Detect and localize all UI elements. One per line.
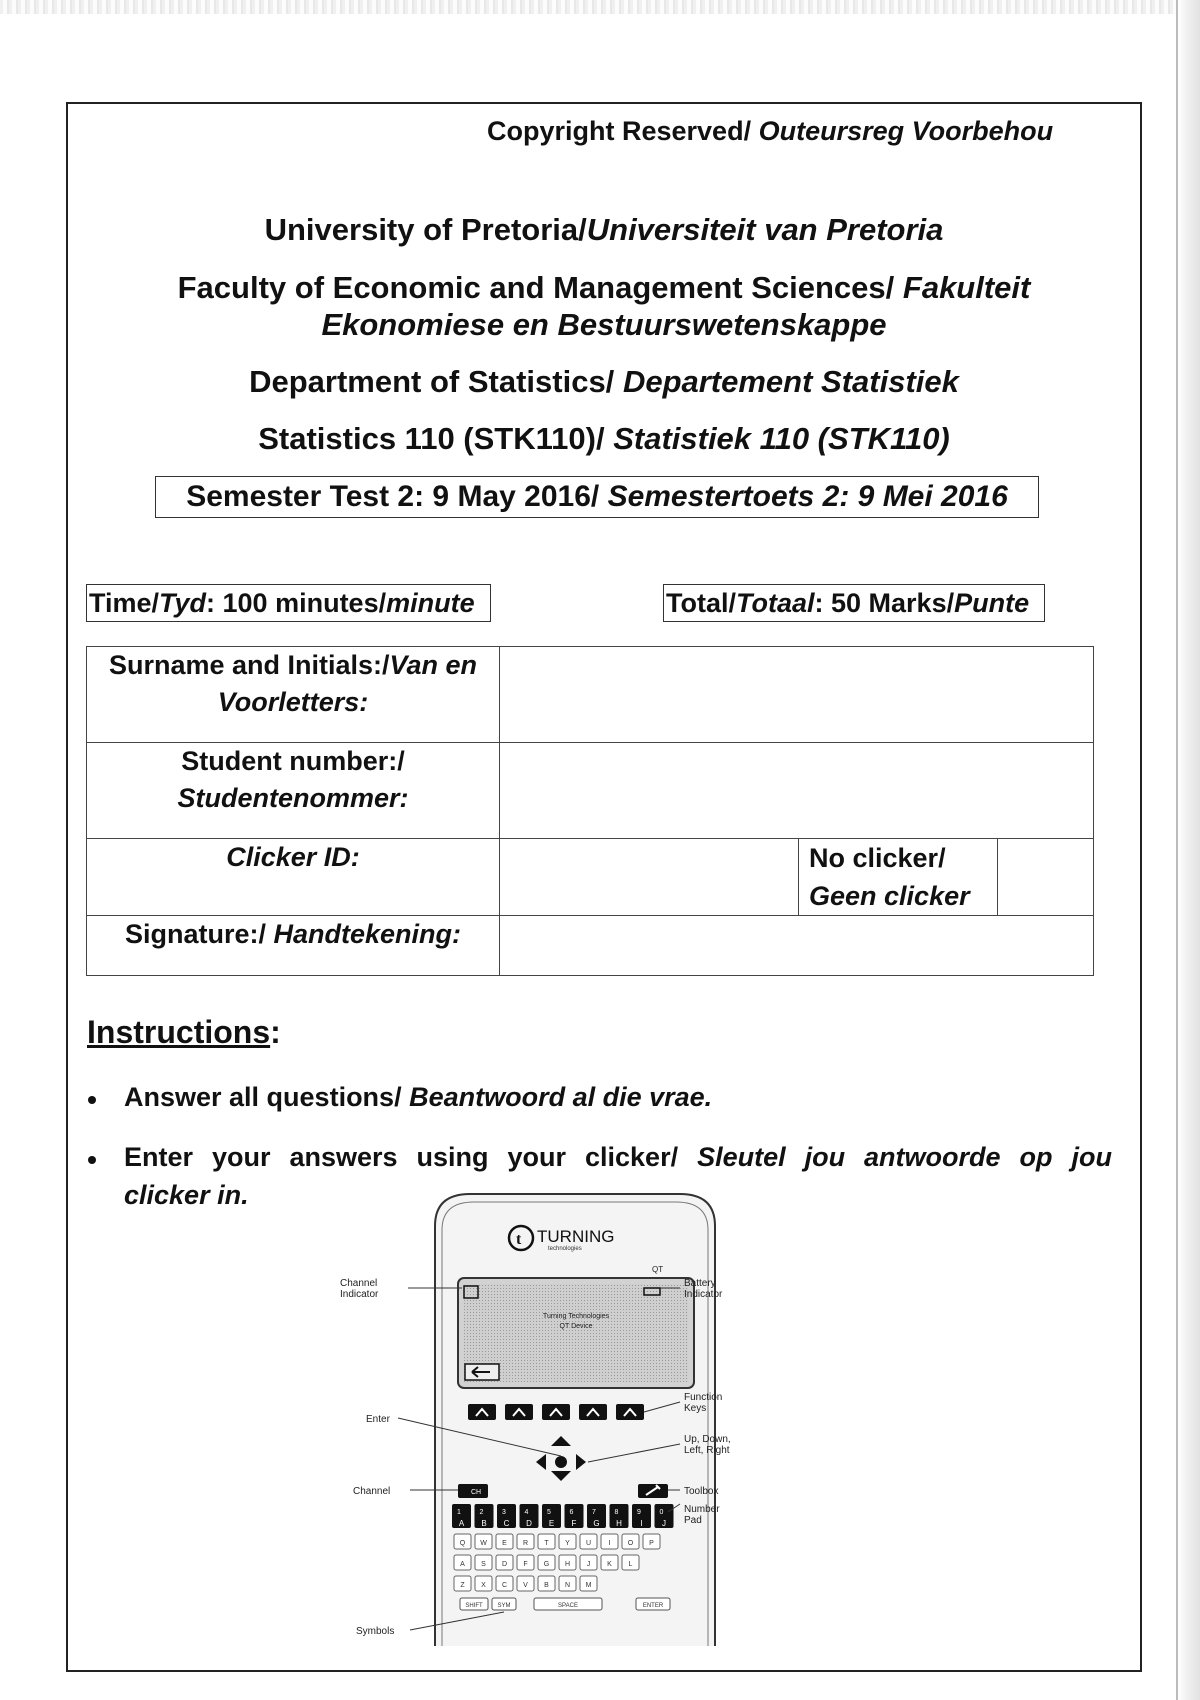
number-key-letter: I (640, 1519, 643, 1528)
symbol-key-label: SYM (497, 1603, 511, 1609)
surname-label: Surname and Initials:/Van en Voorletters: (87, 647, 500, 743)
letter-key-label: X (481, 1582, 486, 1589)
label-function-keys-2: Keys (684, 1403, 707, 1414)
time-box: Time/ Tyd : 100 minutes/ minute (86, 584, 491, 622)
screen-text-line2: QT Device (559, 1323, 593, 1330)
function-keys (468, 1404, 644, 1420)
letter-key-label: J (586, 1561, 591, 1568)
brand-subtitle: technologies (548, 1246, 582, 1252)
number-key-letter: B (481, 1519, 487, 1528)
number-key-letter: G (593, 1519, 600, 1528)
letter-key-label: C (501, 1582, 508, 1589)
surname-row (87, 647, 1094, 743)
letter-key-label: D (501, 1561, 508, 1568)
label-arrows: Up, Down, (684, 1434, 731, 1445)
label-symbols: Symbols (356, 1626, 395, 1637)
scan-artifact-line (1176, 0, 1178, 1700)
label-toolbox: Toolbox (684, 1486, 719, 1497)
label-function-keys: Function (684, 1392, 723, 1403)
letter-key-label: E (502, 1540, 507, 1547)
enter-dot-icon[interactable] (555, 1456, 567, 1468)
test-title-box: Semester Test 2: 9 May 2016/ Semestertoets 2: 9 Mei 2016 (155, 476, 1039, 518)
student-number-field[interactable] (500, 743, 1094, 839)
function-key[interactable] (542, 1404, 570, 1420)
number-key-letter: F (571, 1519, 577, 1528)
number-key-digit: 7 (592, 1509, 596, 1516)
no-clicker-checkbox[interactable] (998, 839, 1093, 915)
no-clicker-label: No clicker/ Geen clicker (799, 839, 998, 915)
letter-key-label: R (522, 1540, 529, 1547)
number-key-letter: H (616, 1519, 622, 1528)
label-channel-indicator-2: Indicator (340, 1289, 379, 1300)
signature-field[interactable] (500, 916, 1094, 976)
bullet-icon (88, 1156, 96, 1164)
letter-key-label: P (649, 1540, 654, 1547)
clicker-id-field[interactable] (500, 839, 799, 916)
letter-key-label: A (460, 1561, 465, 1568)
number-key-digit: 9 (637, 1509, 641, 1516)
student-details-table (86, 646, 1094, 976)
clicker-diagram (340, 1186, 800, 1646)
label-channel-indicator: Channel (340, 1278, 378, 1289)
student-number-row (87, 743, 1094, 839)
enter-key-label: ENTER (642, 1603, 664, 1609)
letter-key-label: L (628, 1561, 633, 1568)
letter-key-label: V (523, 1582, 528, 1589)
space-key-label: SPACE (558, 1603, 578, 1609)
letter-key-label: G (543, 1561, 550, 1568)
letter-key-label: Z (460, 1582, 465, 1589)
letter-key-label: U (585, 1540, 592, 1547)
letter-key-label: B (544, 1582, 549, 1589)
label-number-pad-2: Pad (684, 1515, 702, 1526)
number-key-digit: 0 (659, 1509, 664, 1516)
label-battery-indicator: Battery (684, 1278, 716, 1289)
clicker-id-row (87, 839, 1094, 916)
surname-field[interactable] (500, 647, 1094, 743)
total-marks-box: Total/ Totaal : 50 Marks/ Punte (663, 584, 1045, 622)
number-key-letter: J (662, 1519, 666, 1528)
letter-key-label: H (564, 1561, 571, 1568)
number-key-digit: 1 (457, 1509, 461, 1516)
function-key[interactable] (579, 1404, 607, 1420)
university-name: University of Pretoria/Universiteit van Pretoria (264, 212, 944, 247)
turning-logo-mark: t (516, 1231, 522, 1248)
label-number-pad: Number (684, 1504, 720, 1515)
number-key-digit: 3 (502, 1509, 506, 1516)
brand-name: TURNING (537, 1227, 615, 1246)
function-key[interactable] (468, 1404, 496, 1420)
letter-key-label: T (544, 1540, 549, 1547)
signature-label: Signature:/ Handtekening: (87, 916, 500, 976)
faculty-name: Faculty of Economic and Management Sciences/ Fakulteit (177, 270, 1031, 305)
number-key-digit: 2 (479, 1509, 484, 1516)
function-key[interactable] (616, 1404, 644, 1420)
letter-key-label: S (481, 1561, 486, 1568)
model-name: QT (652, 1265, 664, 1274)
letter-key-label: N (564, 1582, 571, 1589)
letter-key-label: O (627, 1540, 634, 1547)
letter-key-label: K (607, 1561, 612, 1568)
label-enter: Enter (366, 1414, 390, 1425)
number-key-digit: 6 (569, 1509, 574, 1516)
screen-text-line1: Turning Technologies (542, 1313, 610, 1320)
student-number-label: Student number:/ Studentenommer: (87, 743, 500, 839)
number-key-digit: 8 (614, 1509, 619, 1516)
number-key-letter: C (503, 1519, 510, 1528)
clicker-id-label: Clicker ID: (87, 839, 500, 916)
no-clicker-cell (799, 839, 1094, 916)
channel-key-label: CH (470, 1489, 482, 1496)
shift-key-label: SHIFT (465, 1603, 483, 1609)
number-key-digit: 5 (547, 1509, 551, 1516)
number-key-digit: 4 (524, 1509, 529, 1516)
instructions-heading: Instructions: (87, 1014, 281, 1050)
label-battery-indicator-2: Indicator (684, 1289, 723, 1300)
signature-row (87, 916, 1094, 976)
number-key-letter: E (548, 1519, 555, 1528)
department-name: Department of Statistics/ Departement Statistiek (249, 364, 959, 399)
letter-key-label: W (480, 1540, 487, 1547)
scan-artifact-top (0, 0, 1200, 14)
faculty-name-afrikaans: Ekonomiese en Bestuurswetenskappe (321, 307, 887, 342)
label-arrows-2: Left, Right (684, 1445, 730, 1456)
letter-key-label: M (585, 1582, 592, 1589)
letter-key-label: F (523, 1561, 528, 1568)
bullet-icon (88, 1096, 96, 1104)
letter-key-label: Q (459, 1540, 466, 1547)
copyright-notice: Copyright Reserved/ Outeursreg Voorbehou (487, 116, 1054, 146)
scan-artifact-right (1178, 0, 1200, 1700)
course-name: Statistics 110 (STK110)/ Statistiek 110 (STK110) (258, 421, 950, 456)
letter-key-label: Y (565, 1540, 570, 1547)
label-channel: Channel (353, 1486, 391, 1497)
number-key-letter: A (458, 1519, 465, 1528)
letter-key-label: I (608, 1540, 611, 1547)
number-key-letter: D (526, 1519, 532, 1528)
function-key[interactable] (505, 1404, 533, 1420)
